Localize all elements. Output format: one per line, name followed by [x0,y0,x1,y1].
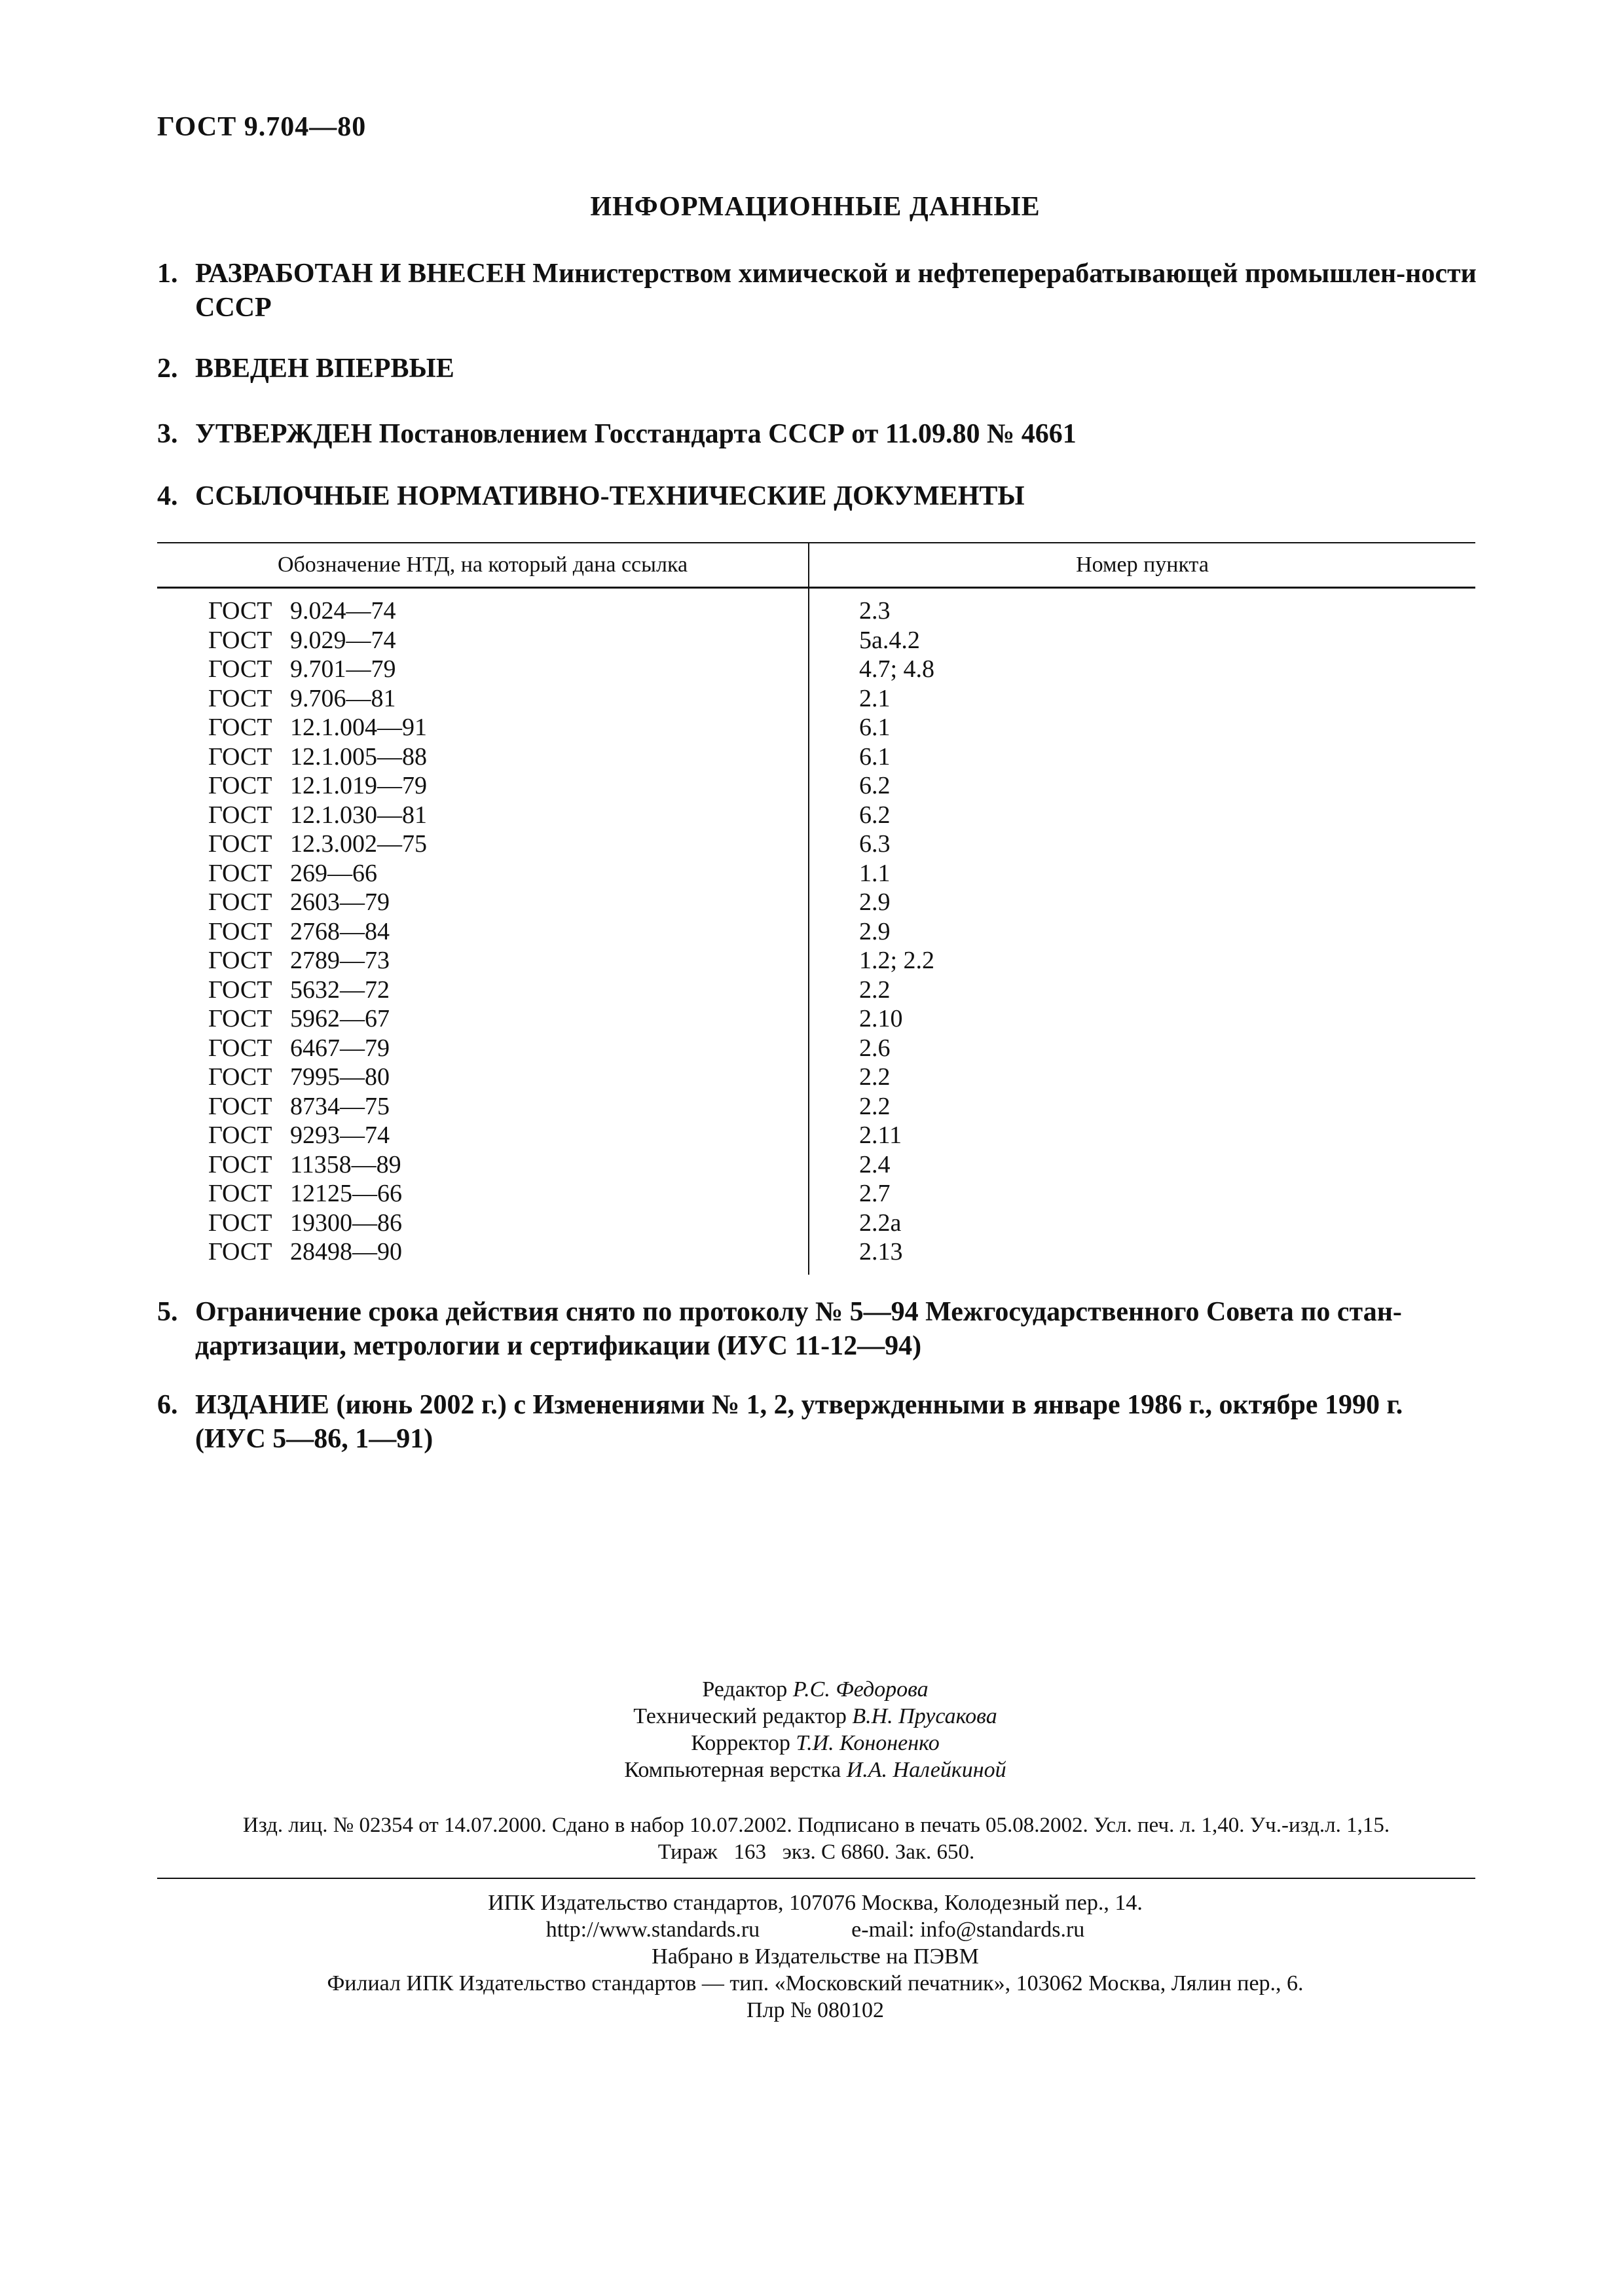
credit-name: Р.С. Федорова [792,1677,929,1702]
table-row-document [157,1004,808,1034]
document-prefix: ГОСТ [208,1238,272,1266]
doc-code: ГОСТ 9.704—80 [157,112,367,142]
item-number: 1. [157,259,178,289]
table-row-clause: 1.2; 2.2 [859,947,935,974]
table-row-document [157,1179,808,1209]
document-number: 11358—89 [290,1150,401,1178]
document-prefix: ГОСТ [208,1180,272,1207]
table-row-document [157,888,808,917]
publisher-block [157,1889,1473,2024]
document-prefix: ГОСТ [208,597,272,625]
document-prefix: ГОСТ [208,888,272,916]
table-row-document [157,1150,808,1180]
credit-line [157,1757,1473,1783]
credit-role: Редактор [702,1677,788,1702]
document-prefix: ГОСТ [208,626,272,654]
document-prefix: ГОСТ [208,830,272,858]
item-text: УТВЕРЖДЕН Постановлением Госстандарта СССР от 11.09.80 № 4661 [195,419,1077,449]
credit-line [157,1676,1473,1703]
table-row-document [157,1063,808,1092]
item-3 [157,417,1480,451]
item-text: Ограничение срока действия снято по протоколу № 5—94 Межгосударственного Совета по стан-дартизации, метрологии и сертификации (ИУС 11-12—94) [195,1297,1402,1361]
item-text: ИЗДАНИЕ (июнь 2002 г.) с Изменениями № 1, 2, утвержденными в январе 1986 г., октябре 1990 г. (ИУС 5—86, 1—91) [195,1390,1403,1454]
document-number: 2768—84 [290,917,390,945]
document-number: 2789—73 [290,947,390,974]
clause-column [809,589,1475,1275]
table-row-clause: 2.11 [859,1121,902,1149]
document-number: 28498—90 [290,1238,402,1266]
document-prefix: ГОСТ [208,1005,272,1032]
table-row-clause: 2.2 [859,1092,891,1120]
document-number: 8734—75 [290,1092,390,1120]
publisher-email: e-mail: info@standards.ru [851,1918,1085,1942]
item-number: 4. [157,481,178,511]
table-row-clause: 6.1 [859,714,891,741]
table-row-document [157,946,808,975]
table-row-document [157,1209,808,1238]
publisher-contacts [157,1916,1473,1943]
references-table [157,542,1475,1275]
table-row-clause: 2.13 [859,1238,903,1266]
document-number: 9.029—74 [290,626,396,654]
document-prefix: ГОСТ [208,801,272,829]
credits-block [157,1676,1473,1783]
table-row-document [157,742,808,772]
table-row-document [157,713,808,742]
credit-role: Компьютерная верстка [624,1758,841,1782]
document-prefix: ГОСТ [208,975,272,1004]
publisher-typeset: Набрано в Издательстве на ПЭВМ [652,1944,979,1969]
item-text: РАЗРАБОТАН И ВНЕСЕН Министерством химической и нефтеперерабатывающей промышлен-ности СССР [195,259,1477,323]
item-number: 3. [157,419,178,449]
print-info [157,1812,1475,1866]
table-row-clause: 2.2а [859,1209,902,1237]
table-row-document [157,1034,808,1063]
document-number: 9.701—79 [290,655,396,683]
table-row-clause: 2.2 [859,1063,891,1091]
table-row-clause: 2.6 [859,1034,891,1062]
document-number: 6467—79 [290,1034,390,1062]
item-5 [157,1295,1480,1363]
document-number: 12.1.019—79 [290,772,427,799]
table-header [157,543,1475,589]
item-1 [157,257,1480,325]
item-6 [157,1388,1480,1456]
document-prefix: ГОСТ [208,655,272,683]
publisher-url: http://www.standards.ru [545,1918,760,1942]
document-prefix: ГОСТ [208,947,272,974]
table-row-clause: 6.3 [859,830,891,858]
document-number: 7995—80 [290,1063,390,1091]
credit-role: Технический редактор [633,1704,847,1728]
table-row-document [157,801,808,830]
table-row-clause: 4.7; 4.8 [859,655,935,683]
document-number: 9293—74 [290,1121,390,1149]
table-row-document [157,771,808,801]
table-row-clause: 2.2 [859,975,891,1004]
table-row-clause: 2.4 [859,1150,891,1178]
column-header-document: Обозначение НТД, на который дана ссылка [157,543,809,587]
item-4 [157,479,1480,513]
table-row-document [157,829,808,859]
item-number: 2. [157,354,178,384]
table-row-document [157,596,808,626]
credit-name: Т.И. Кононенко [796,1731,940,1755]
table-row-clause: 2.9 [859,917,891,945]
document-prefix: ГОСТ [208,1209,272,1237]
document-prefix: ГОСТ [208,1150,272,1178]
table-row-clause: 2.7 [859,1180,891,1207]
credit-name: В.Н. Прусакова [852,1704,997,1728]
document-prefix: ГОСТ [208,859,272,887]
document-number: 12125—66 [290,1180,402,1207]
item-text: ВВЕДЕН ВПЕРВЫЕ [195,354,454,384]
table-row-document [157,1092,808,1121]
print-info-line-1: Изд. лиц. № 02354 от 14.07.2000. Сдано в набор 10.07.2002. Подписано в печать 05.08.2002. Усл. печ. л. 1,40. Уч.-изд.л. 1,15. [242,1813,1390,1837]
document-prefix: ГОСТ [208,1034,272,1062]
info-title: ИНФОРМАЦИОННЫЕ ДАННЫЕ [590,192,1041,222]
credit-line [157,1730,1473,1757]
table-row-document [157,626,808,655]
publisher-branch: Филиал ИПК Издательство стандартов — тип. «Московский печатник», 103062 Москва, Лялин пер., 6. [327,1971,1304,1995]
document-number: 5632—72 [290,975,390,1004]
document-prefix: ГОСТ [208,742,272,771]
document-number: 12.1.004—91 [290,714,427,741]
item-number: 6. [157,1390,178,1420]
document-number: 9.706—81 [290,684,396,712]
table-row-document [157,859,808,888]
document-number: 5962—67 [290,1005,390,1032]
publisher-plr: Плр № 080102 [746,1998,884,2022]
document-number: 9.024—74 [290,597,396,625]
document-prefix: ГОСТ [208,714,272,741]
table-row-clause: 6.2 [859,801,891,829]
document-number: 12.3.002—75 [290,830,427,858]
table-row-document [157,1237,808,1267]
item-2 [157,352,1480,386]
table-row-document [157,1121,808,1150]
table-row-document [157,917,808,947]
table-row-clause: 2.10 [859,1005,903,1032]
document-prefix: ГОСТ [208,684,272,712]
credit-name: И.А. Налейкиной [846,1758,1006,1782]
table-row-clause: 6.2 [859,772,891,799]
print-info-line-2: Тираж 163 экз. С 6860. Зак. 650. [657,1840,975,1864]
credit-line [157,1703,1473,1730]
table-row-clause: 2.3 [859,597,891,625]
document-prefix: ГОСТ [208,1063,272,1091]
document-prefix: ГОСТ [208,1121,272,1149]
document-number: 2603—79 [290,888,390,916]
document-prefix: ГОСТ [208,1092,272,1120]
document-number: 19300—86 [290,1209,402,1237]
document-number: 12.1.030—81 [290,801,427,829]
document-prefix: ГОСТ [208,772,272,799]
table-body [157,589,1475,1275]
item-number: 5. [157,1297,178,1327]
table-row-document [157,655,808,684]
table-row-document [157,975,808,1005]
item-text: ССЫЛОЧНЫЕ НОРМАТИВНО-ТЕХНИЧЕСКИЕ ДОКУМЕНТЫ [195,481,1025,511]
credit-role: Корректор [691,1731,790,1755]
document-prefix: ГОСТ [208,917,272,945]
publisher-address: ИПК Издательство стандартов, 107076 Москва, Колодезный пер., 14. [488,1891,1143,1915]
table-row-clause: 2.1 [859,684,891,712]
table-row-clause: 6.1 [859,742,891,771]
document-number: 269—66 [290,859,377,887]
table-row-clause: 2.9 [859,888,891,916]
document-column [157,589,809,1275]
table-row-clause: 1.1 [859,859,891,887]
table-row-document [157,684,808,714]
divider-rule [157,1878,1475,1879]
document-number: 12.1.005—88 [290,742,427,771]
table-row-clause: 5а.4.2 [859,626,920,654]
column-header-clause: Номер пункта [1076,553,1209,577]
